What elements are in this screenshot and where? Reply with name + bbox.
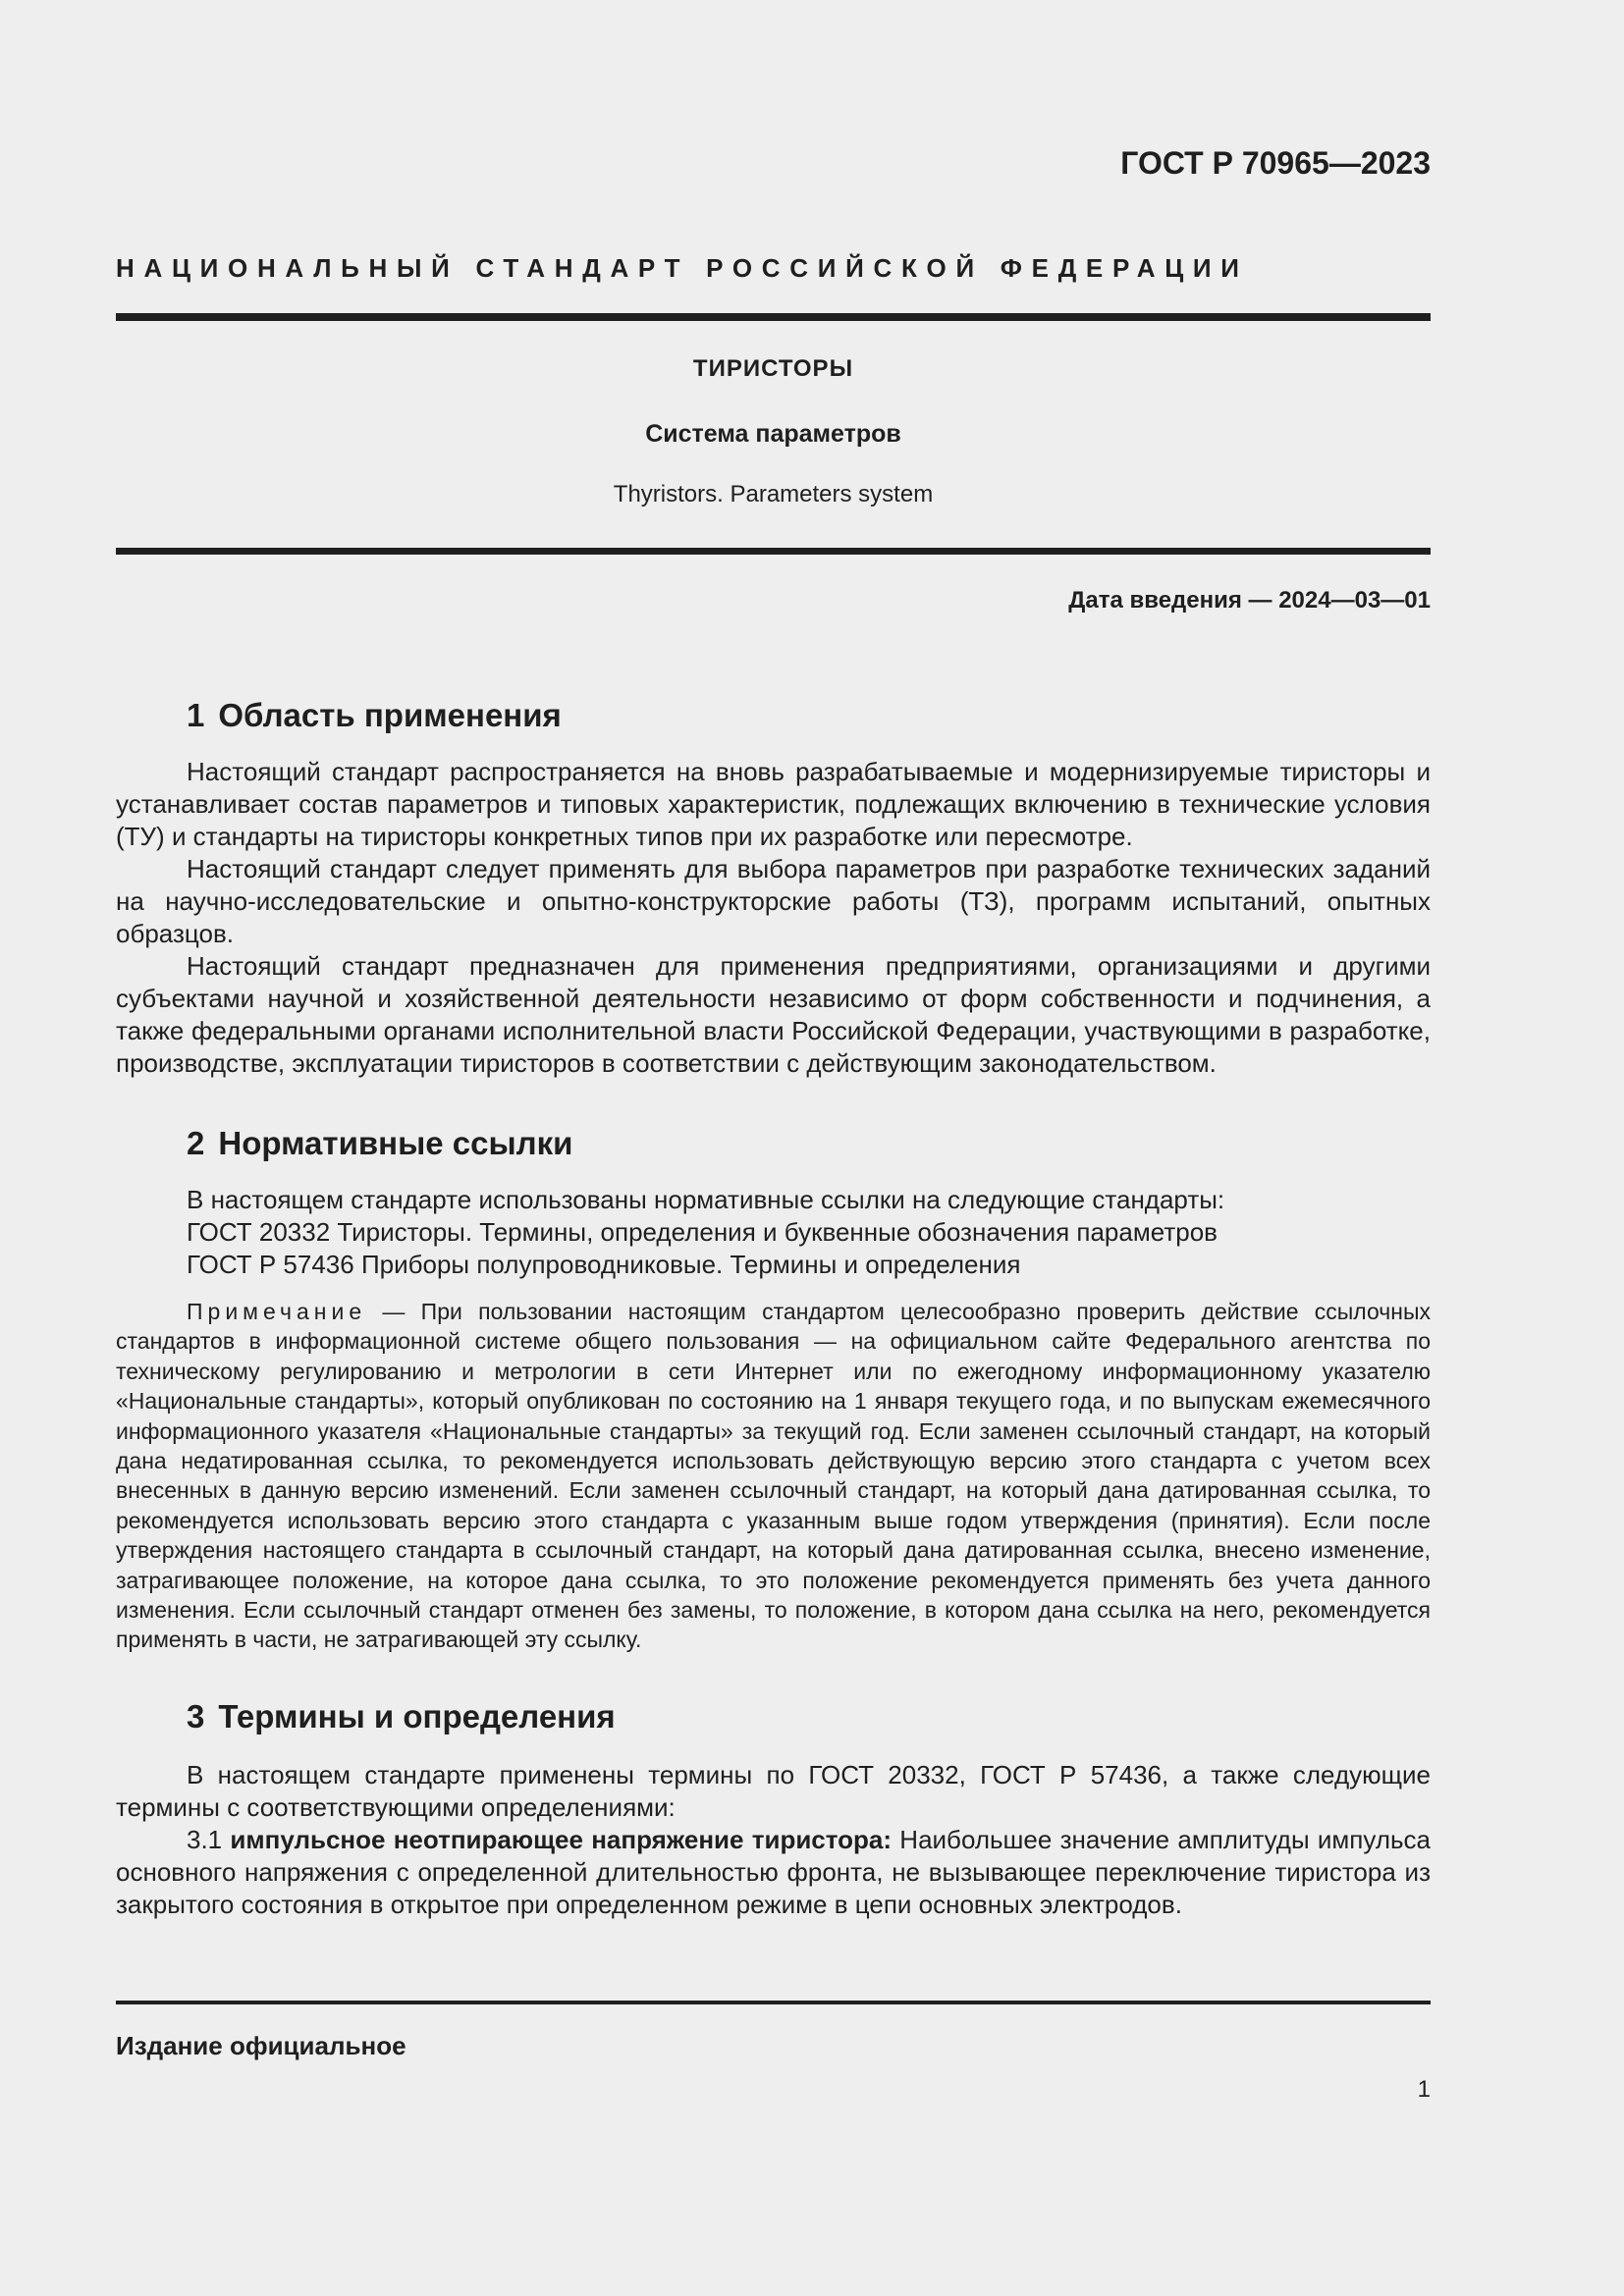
footer-rule bbox=[116, 2001, 1431, 2004]
section-title: Нормативные ссылки bbox=[218, 1125, 573, 1161]
note-text: — При пользовании настоящим стандартом целесообразно проверить действие ссылочных стандартов в информационной системе общего пользования — на официальном сайте Федерального агентства по техническому регулированию и метрологии в сети Интернет или по ежегодному информационному указателю «Национальные стандарты», который опубликован по состоянию на 1 января текущего года, и по выпускам ежемесячного информационного указателя «Национальные стандарты» за текущий год. Если заменен ссылочный стандарт, на который дана недатированная ссылка, то рекомендуется использовать действующую версию этого стандарта с учетом всех внесенных в данную версию изменений. Если заменен ссылочный стандарт, на который дана датированная ссылка, то рекомендуется использовать версию этого стандарта с указанным выше годом утверждения (принятия). Если после утверждения настоящего стандарта в ссылочный стандарт, на который дана датированная ссылка, внесено изменение, затрагивающее положение, на которое дана ссылка, то это положение рекомендуется применять без учета данного изменения. Если ссылочный стандарт отменен без замены, то положение, в котором дана ссылка на него, рекомендуется применять в части, не затрагивающей эту ссылку. bbox=[116, 1299, 1431, 1653]
section-3-intro: В настоящем стандарте применены термины по ГОСТ 20332, ГОСТ Р 57436, а также следующие термины с соответствующими определениями: bbox=[116, 1760, 1431, 1822]
section-2-note bbox=[116, 1297, 1431, 1655]
title-bottom-rule bbox=[116, 548, 1431, 555]
document-code: ГОСТ Р 70965—2023 bbox=[1120, 145, 1431, 181]
reference-gost-20332: ГОСТ 20332 Тиристоры. Термины, определения и буквенные обозначения параметров bbox=[187, 1217, 1218, 1247]
note-label: Примечание bbox=[187, 1299, 367, 1324]
section-2-heading bbox=[187, 1125, 572, 1162]
term-definition: Наибольшее значение амплитуды импульса основного напряжения с определенной длительностью фронта, не вызывающее переключение тиристора из закрытого состояния в открытое при определенном режиме в цепи основных электродов. bbox=[116, 1825, 1431, 1919]
section-1-paragraph-1: Настоящий стандарт распространяется на вновь разрабатываемые и модернизируемые тиристоры и устанавливает состав параметров и типовых характеристик, подлежащих включению в технические условия (ТУ) и стандарты на тиристоры конкретных типов при их разработке или пересмотре. bbox=[116, 757, 1431, 851]
section-number: 2 bbox=[187, 1125, 205, 1161]
document-subtitle: Система параметров bbox=[645, 420, 901, 448]
term-number: 3.1 bbox=[187, 1825, 223, 1854]
section-title: Термины и определения bbox=[218, 1698, 616, 1735]
references-intro: В настоящем стандарте использованы нормативные ссылки на следующие стандарты: bbox=[187, 1185, 1225, 1214]
english-title: Thyristors. Parameters system bbox=[613, 481, 934, 507]
official-edition-label: Издание официальное bbox=[116, 2031, 406, 2060]
section-number: 1 bbox=[187, 697, 205, 733]
term-name: импульсное неотпирающее напряжение тиристора: bbox=[230, 1825, 893, 1854]
section-1-heading bbox=[187, 697, 562, 734]
section-title: Область применения bbox=[218, 697, 562, 733]
document-title: ТИРИСТОРЫ bbox=[692, 355, 854, 382]
standard-type-heading: НАЦИОНАЛЬНЫЙ СТАНДАРТ РОССИЙСКОЙ ФЕДЕРАЦИИ bbox=[116, 253, 1249, 283]
page-number: 1 bbox=[1417, 2076, 1431, 2103]
section-1-paragraph-2: Настоящий стандарт следует применять для выбора параметров при разработке технических заданий на научно-исследовательские и опытно-конструкторские работы (ТЗ), программ испытаний, опытных образцов. bbox=[116, 854, 1431, 948]
term-3-1 bbox=[116, 1824, 1431, 1921]
section-1-paragraph-3: Настоящий стандарт предназначен для применения предприятиями, организациями и другими субъектами научной и хозяйственной деятельности независимо от форм собственности и подчинения, а также федеральными органами исполнительной власти Российской Федерации, участвующими в разработке, производстве, эксплуатации тиристоров в соответствии с действующим законодательством. bbox=[116, 951, 1431, 1078]
top-rule bbox=[116, 313, 1431, 321]
section-3-heading bbox=[187, 1698, 616, 1735]
introduction-date: Дата введения — 2024—03—01 bbox=[1068, 587, 1431, 614]
reference-gost-r-57436: ГОСТ Р 57436 Приборы полупроводниковые. Термины и определения bbox=[187, 1250, 1021, 1279]
section-number: 3 bbox=[187, 1698, 205, 1735]
